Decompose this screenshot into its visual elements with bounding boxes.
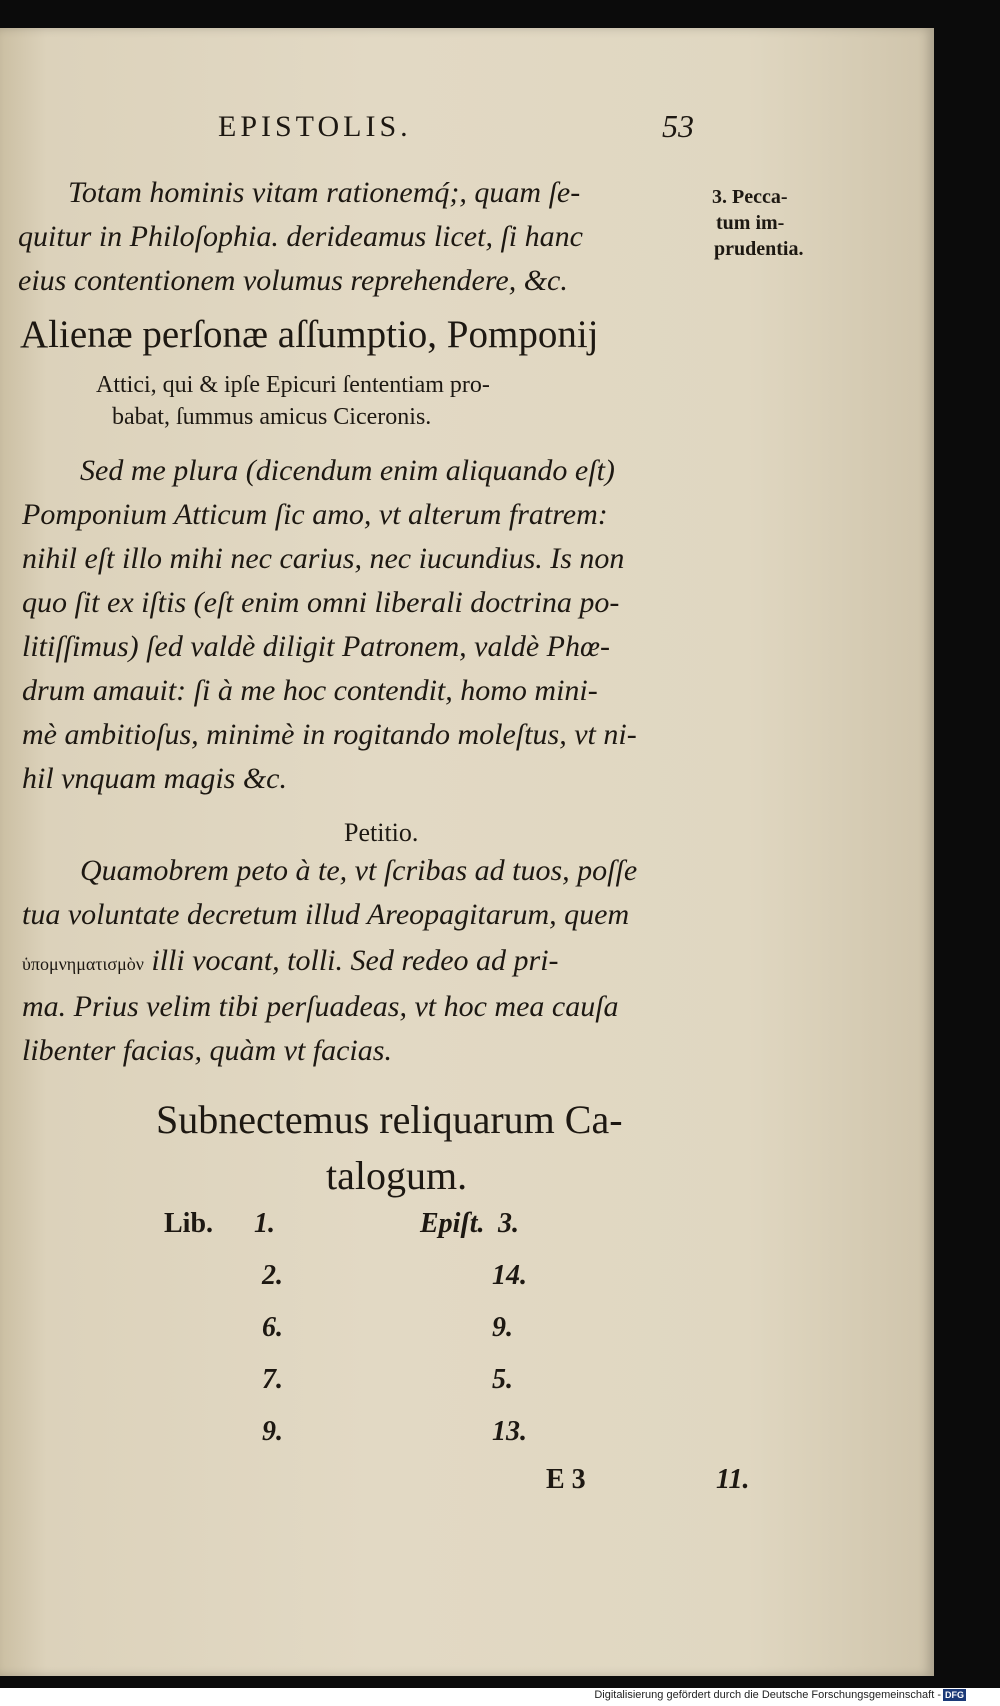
text-line: Pomponium Atticum ſic amo, vt alterum fratrem: — [22, 498, 608, 531]
text-line: litiſſimus) ſed valdè diligit Patronem, valdè Phœ- — [22, 630, 610, 663]
catalog-epist-cell: 14. — [492, 1260, 527, 1291]
catalog-epist-cell: 3. — [498, 1208, 519, 1239]
text-line: tua voluntate decretum illud Areopagitarum, quem — [22, 898, 630, 931]
greek-word: ὑπομνηματισμὸν — [22, 954, 144, 974]
text-line: eius contentionem volumus reprehendere, &c. — [18, 264, 568, 297]
catalog-epist-cell: 5. — [492, 1364, 513, 1395]
text-line — [22, 944, 559, 978]
dfg-logo-icon: DFG — [945, 1690, 964, 1701]
catalog-lib-cell: 2. — [262, 1260, 283, 1291]
running-head: EPISTOLIS. — [218, 110, 412, 143]
digitization-credit — [594, 1689, 966, 1701]
catalog-lib-cell: 6. — [262, 1312, 283, 1343]
catalog-header-lib: Lib. — [164, 1208, 214, 1239]
margin-note-line: prudentia. — [714, 238, 804, 260]
catalog-lib-cell: 7. — [262, 1364, 283, 1395]
text-line: libenter facias, quàm vt facias. — [22, 1034, 392, 1067]
text-line: quo ſit ex iſtis (eſt enim omni liberali doctrina po- — [22, 586, 620, 619]
catchword: 11. — [716, 1464, 750, 1495]
signature-mark: E 3 — [546, 1464, 586, 1495]
text-line: Totam hominis vitam rationemq́;, quam ſe- — [68, 176, 581, 209]
text-line: drum amauit: ſi à me hoc contendit, homo mini- — [22, 674, 598, 707]
credit-text: Digitalisierung gefördert durch die Deutsche Forschungsgemeinschaft - — [594, 1689, 941, 1701]
catalog-lib-cell: 9. — [262, 1416, 283, 1447]
text-line: Quamobrem peto à te, vt ſcribas ad tuos, poſſe — [80, 854, 638, 887]
text-line: mè ambitioſus, minimè in rogitando moleſtus, vt ni- — [22, 718, 637, 751]
text-line: hil vnquam magis &c. — [22, 762, 287, 795]
catalog-lib-cell: 1. — [254, 1208, 275, 1239]
text-line: Sed me plura (dicendum enim aliquando eſt) — [80, 454, 615, 487]
margin-note-line: tum im- — [716, 212, 785, 234]
margin-note-line: 3. Pecca- — [712, 186, 788, 208]
text-line: ma. Prius velim tibi perſuadeas, vt hoc mea cauſa — [22, 990, 619, 1023]
catalog-title-line: talogum. — [326, 1153, 468, 1198]
text-span: illi vocant, tolli. Sed redeo ad pri- — [151, 944, 559, 977]
catalog-epist-cell: 13. — [492, 1416, 527, 1447]
text-line: nihil eſt illo mihi nec carius, nec iucundius. Is non — [22, 542, 625, 575]
heading-line: babat, ſummus amicus Ciceronis. — [112, 404, 432, 430]
heading-line: Attici, qui & ipſe Epicuri ſententiam pro- — [96, 372, 490, 398]
catalog-epist-cell: 9. — [492, 1312, 513, 1343]
section-heading: Petitio. — [344, 818, 419, 847]
heading-line: Alienæ perſonæ aſſumptio, Pomponij — [20, 313, 599, 356]
page-number: 53 — [662, 108, 694, 144]
text-line: quitur in Philoſophia. derideamus licet, ſi hanc — [18, 220, 583, 253]
catalog-header-epist: Epiſt. — [420, 1208, 485, 1239]
catalog-title-line: Subnectemus reliquarum Ca- — [156, 1097, 623, 1142]
book-page — [0, 28, 934, 1676]
